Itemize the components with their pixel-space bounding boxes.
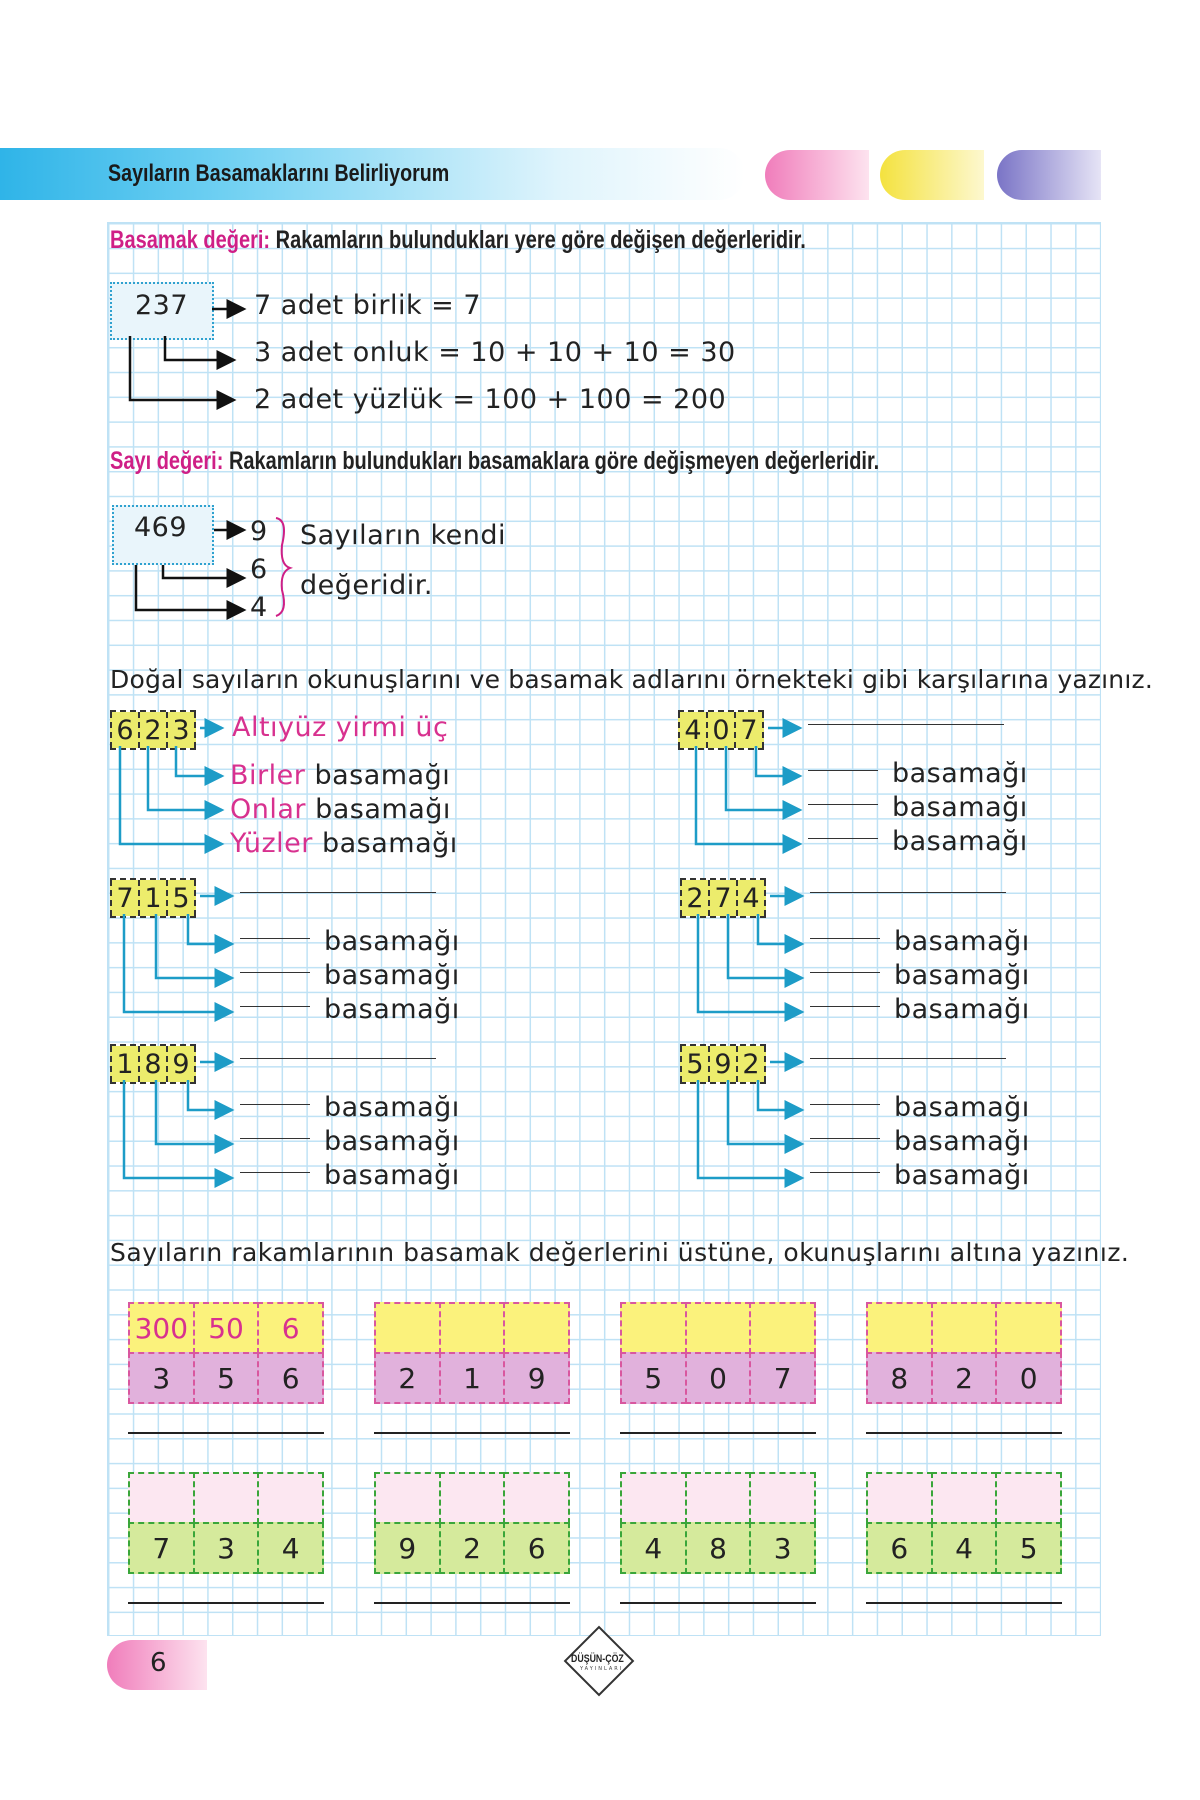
digit-cell: 8 (685, 1522, 752, 1574)
value-cell[interactable] (866, 1302, 933, 1354)
value-cell[interactable] (995, 1472, 1062, 1524)
digit-cell: 7 (110, 880, 140, 916)
value-cell[interactable] (374, 1472, 441, 1524)
reading-answer-line[interactable] (374, 1602, 570, 1604)
digit-cell: 6 (503, 1522, 570, 1574)
sayi-digit-tens: 6 (250, 554, 268, 585)
digit-cell: 3 (128, 1352, 195, 1404)
place-name: Birler (230, 760, 306, 791)
place-name: Onlar (230, 794, 307, 825)
place-value-grid (374, 1302, 568, 1402)
place-suffix: basamağı (324, 1160, 460, 1191)
sayi-note-line2: değeridir. (300, 570, 433, 601)
digit-cell: 0 (685, 1352, 752, 1404)
sayi-digit-hundreds: 4 (250, 592, 268, 623)
place-suffix: basamağı (315, 794, 451, 825)
example-reading: Altıyüz yirmi üç (232, 712, 449, 743)
value-cell[interactable] (503, 1472, 570, 1524)
digit-cell: 2 (931, 1352, 998, 1404)
digit-cell: 7 (736, 712, 764, 748)
digit-cell: 5 (995, 1522, 1062, 1574)
value-cell[interactable] (503, 1302, 570, 1354)
place-suffix: basamağı (894, 994, 1030, 1025)
reading-answer-line[interactable] (620, 1432, 816, 1434)
basamak-line-ones: 7 adet birlik = 7 (254, 290, 482, 321)
place-suffix: basamağı (894, 1160, 1030, 1191)
digit-cell: 0 (708, 712, 736, 748)
value-cell[interactable] (685, 1302, 752, 1354)
place-suffix: basamağı (324, 1126, 460, 1157)
digit-cell: 8 (140, 1046, 168, 1082)
basamak-line-hundreds: 2 adet yüzlük = 100 + 100 = 200 (254, 384, 727, 415)
place-value-grid (374, 1472, 568, 1572)
place-suffix: basamağı (894, 1126, 1030, 1157)
value-cell[interactable] (749, 1302, 816, 1354)
digit-cell: 4 (620, 1522, 687, 1574)
place-suffix: basamağı (324, 994, 460, 1025)
digit-cell: 4 (678, 712, 708, 748)
place-value-grid (620, 1302, 814, 1402)
place-suffix: basamağı (324, 1092, 460, 1123)
value-cell[interactable] (931, 1302, 998, 1354)
reading-answer-line[interactable] (128, 1432, 324, 1434)
digit-cell: 0 (995, 1352, 1062, 1404)
digit-cell: 6 (866, 1522, 933, 1574)
digit-cell: 2 (439, 1522, 506, 1574)
digit-cell: 1 (439, 1352, 506, 1404)
exercise2-instruction: Sayıların rakamlarının basamak değerlerini üstüne, okunuşlarını altına yazınız. (110, 1238, 1130, 1267)
value-cell[interactable] (749, 1472, 816, 1524)
exercise1-instruction: Doğal sayıların okunuşlarını ve basamak adlarını örnekteki gibi karşılarına yazınız. (110, 665, 1153, 694)
basamak-definition-text: Rakamların bulundukları yere göre değişen değerleridir. (275, 226, 806, 254)
sayi-note-line1: Sayıların kendi (300, 520, 507, 551)
place-suffix: basamağı (322, 828, 458, 859)
digit-cell: 1 (110, 1046, 140, 1082)
basamak-example-number: 237 (135, 290, 189, 321)
place-suffix: basamağı (324, 960, 460, 991)
value-cell: 6 (257, 1302, 324, 1354)
digit-cell: 1 (140, 880, 168, 916)
digit-cell: 9 (503, 1352, 570, 1404)
value-cell[interactable] (685, 1472, 752, 1524)
sayi-example-number: 469 (134, 512, 188, 543)
value-cell[interactable] (128, 1472, 195, 1524)
place-value-grid (866, 1302, 1060, 1402)
digit-cell: 9 (168, 1046, 196, 1082)
digit-cell: 3 (749, 1522, 816, 1574)
digit-cell: 2 (374, 1352, 441, 1404)
place-name: Yüzler (230, 828, 313, 859)
value-cell[interactable] (620, 1302, 687, 1354)
place-suffix: basamağı (894, 1092, 1030, 1123)
digit-cell: 5 (193, 1352, 260, 1404)
digit-cell: 4 (931, 1522, 998, 1574)
reading-answer-line[interactable] (866, 1602, 1062, 1604)
basamak-line-tens: 3 adet onluk = 10 + 10 + 10 = 30 (254, 337, 736, 368)
place-value-grid (620, 1472, 814, 1572)
sayi-term: Sayı değeri: (110, 447, 224, 475)
digit-cell: 4 (738, 880, 766, 916)
place-suffix: basamağı (894, 926, 1030, 957)
sayi-digit-ones: 9 (250, 516, 268, 547)
value-cell[interactable] (995, 1302, 1062, 1354)
digit-cell: 2 (738, 1046, 766, 1082)
reading-answer-line[interactable] (866, 1432, 1062, 1434)
place-value-grid (866, 1472, 1060, 1572)
digit-cell: 3 (193, 1522, 260, 1574)
digit-cell: 2 (680, 880, 710, 916)
place-value-grid (128, 1302, 322, 1402)
digit-cell: 5 (680, 1046, 710, 1082)
digit-cell: 9 (710, 1046, 738, 1082)
value-cell: 300 (128, 1302, 195, 1354)
value-cell: 50 (193, 1302, 260, 1354)
digit-cell: 7 (710, 880, 738, 916)
digit-cell: 4 (257, 1522, 324, 1574)
value-cell[interactable] (439, 1472, 506, 1524)
digit-cell: 6 (257, 1352, 324, 1404)
value-cell[interactable] (374, 1302, 441, 1354)
page-number: 6 (150, 1648, 167, 1678)
value-cell[interactable] (439, 1302, 506, 1354)
digit-cell: 8 (866, 1352, 933, 1404)
sayi-definition-text: Rakamların bulundukları basamaklara göre değişmeyen değerleridir. (228, 447, 880, 475)
value-cell[interactable] (193, 1472, 260, 1524)
value-cell[interactable] (257, 1472, 324, 1524)
value-cell[interactable] (620, 1472, 687, 1524)
digit-cell: 6 (110, 712, 140, 748)
digit-cell: 9 (374, 1522, 441, 1574)
place-suffix: basamağı (892, 758, 1028, 789)
reading-answer-line[interactable] (128, 1602, 324, 1604)
place-value-grid (128, 1472, 322, 1572)
reading-answer-line[interactable] (374, 1432, 570, 1434)
place-suffix: basamağı (894, 960, 1030, 991)
reading-answer-line[interactable] (620, 1602, 816, 1604)
digit-cell: 7 (749, 1352, 816, 1404)
digit-cell: 3 (168, 712, 196, 748)
place-suffix: basamağı (892, 792, 1028, 823)
digit-cell: 7 (128, 1522, 195, 1574)
basamak-term: Basamak değeri: (110, 226, 271, 254)
value-cell[interactable] (866, 1472, 933, 1524)
digit-cell: 5 (168, 880, 196, 916)
digit-cell: 2 (140, 712, 168, 748)
digit-cell: 5 (620, 1352, 687, 1404)
place-suffix: basamağı (892, 826, 1028, 857)
publisher-logo-sub: YAYINLARI (580, 1666, 624, 1672)
page-title: Sayıların Basamaklarını Belirliyorum (108, 160, 450, 187)
publisher-logo-text: DÜŞÜN-ÇÖZ (571, 1653, 624, 1665)
value-cell[interactable] (931, 1472, 998, 1524)
place-suffix: basamağı (314, 760, 451, 791)
place-suffix: basamağı (324, 926, 460, 957)
